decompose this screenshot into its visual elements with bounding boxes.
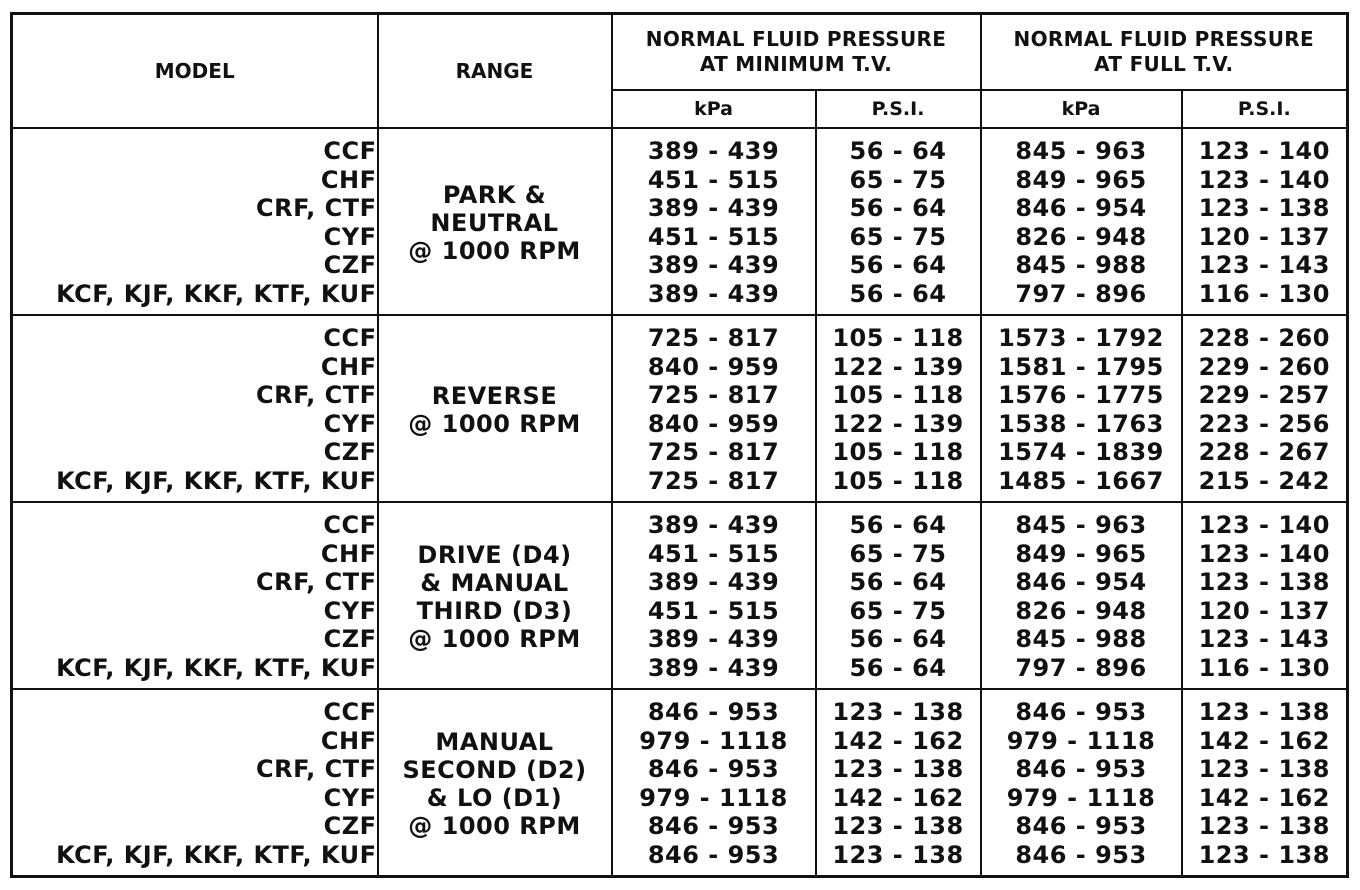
- psi-min-cell: [816, 128, 981, 315]
- model-cell-line: CZF: [323, 812, 377, 840]
- range-cell-line: SECOND (D2): [402, 755, 587, 784]
- kpa-min-cell: [612, 315, 816, 502]
- range-cell-line: & MANUAL: [420, 568, 569, 597]
- range-cell-line: PARK &: [442, 180, 547, 209]
- kpa-min-cell-line: 846 - 953: [647, 698, 780, 726]
- header-kpa-full: kPa: [981, 90, 1182, 128]
- header-psi-min: P.S.I.: [816, 90, 981, 128]
- kpa-full-cell-line: 845 - 988: [1015, 251, 1147, 279]
- range-cell-line: REVERSE: [431, 381, 558, 410]
- model-cell-line: CHF: [320, 539, 377, 568]
- psi-min-cell-line: 142 - 162: [832, 783, 964, 812]
- kpa-min-cell-line: 389 - 439: [647, 137, 780, 165]
- model-cell-line: KCF, KJF, KKF, KTF, KUF: [56, 840, 377, 869]
- psi-full-cell-line: 229 - 257: [1198, 381, 1330, 409]
- model-cell-line: CHF: [320, 726, 377, 755]
- psi-full-cell-line: 116 - 130: [1198, 653, 1330, 682]
- kpa-full-cell-line: 1538 - 1763: [998, 409, 1164, 438]
- range-cell-line: & LO (D1): [426, 783, 563, 812]
- kpa-min-cell-line: 979 - 1118: [639, 726, 788, 755]
- table-body: [12, 128, 1348, 877]
- psi-full-cell: [1182, 502, 1348, 689]
- psi-full-cell-line: 123 - 143: [1198, 251, 1330, 279]
- psi-full-cell: [1182, 128, 1348, 315]
- kpa-min-cell-line: 389 - 439: [647, 568, 780, 596]
- kpa-full-cell-line: 1576 - 1775: [998, 381, 1164, 409]
- psi-min-cell: [816, 315, 981, 502]
- psi-min-cell-line: 122 - 139: [832, 409, 964, 438]
- kpa-full-cell-line: 846 - 953: [1015, 698, 1147, 726]
- psi-min-cell-line: 123 - 138: [832, 755, 964, 783]
- psi-full-cell-line: 142 - 162: [1198, 726, 1330, 755]
- model-cell-line: CZF: [323, 438, 377, 466]
- model-cell: [12, 315, 378, 502]
- kpa-min-cell-line: 451 - 515: [647, 222, 780, 251]
- model-cell-line: CCF: [323, 324, 377, 352]
- kpa-full-cell-line: 845 - 988: [1015, 625, 1147, 653]
- psi-full-cell-line: 215 - 242: [1198, 466, 1330, 495]
- header-full-tv-line1: NORMAL FLUID PRESSURE: [1013, 27, 1314, 51]
- kpa-full-cell-line: 846 - 954: [1015, 194, 1147, 222]
- psi-full-cell: [1182, 315, 1348, 502]
- psi-min-cell-line: 56 - 64: [849, 568, 947, 596]
- kpa-full-cell-line: 1574 - 1839: [998, 438, 1164, 466]
- model-cell: [12, 502, 378, 689]
- kpa-min-cell-line: 389 - 439: [647, 653, 780, 682]
- psi-min-cell-line: 123 - 138: [832, 840, 964, 869]
- model-cell-line: CRF, CTF: [256, 194, 377, 222]
- kpa-min-cell-line: 389 - 439: [647, 251, 780, 279]
- kpa-min-cell-line: 389 - 439: [647, 279, 780, 308]
- kpa-min-cell-line: 725 - 817: [647, 466, 780, 495]
- kpa-full-cell-line: 849 - 965: [1015, 539, 1147, 568]
- fluid-pressure-table: [10, 12, 1349, 878]
- model-cell-line: CRF, CTF: [256, 381, 377, 409]
- model-cell-line: CHF: [320, 352, 377, 381]
- model-cell-line: KCF, KJF, KKF, KTF, KUF: [56, 653, 377, 682]
- psi-min-cell-line: 65 - 75: [849, 165, 947, 194]
- kpa-full-cell-line: 797 - 896: [1015, 279, 1147, 308]
- range-cell-line: DRIVE (D4): [417, 540, 572, 569]
- psi-full-cell-line: 142 - 162: [1198, 783, 1330, 812]
- psi-full-cell-line: 123 - 138: [1198, 755, 1330, 783]
- model-cell-line: CRF, CTF: [256, 755, 377, 783]
- kpa-full-cell-line: 1573 - 1792: [998, 324, 1164, 352]
- psi-min-cell: [816, 689, 981, 877]
- kpa-min-cell: [612, 689, 816, 877]
- header-psi-full: P.S.I.: [1182, 90, 1348, 128]
- kpa-full-cell-line: 846 - 953: [1015, 840, 1147, 869]
- range-cell: [378, 128, 612, 315]
- kpa-full-cell-line: 1485 - 1667: [998, 466, 1164, 495]
- psi-full-cell-line: 123 - 143: [1198, 625, 1330, 653]
- psi-min-cell-line: 105 - 118: [832, 381, 964, 409]
- kpa-full-cell-line: 826 - 948: [1015, 596, 1147, 625]
- kpa-min-cell-line: 725 - 817: [647, 381, 780, 409]
- kpa-min-cell-line: 451 - 515: [647, 539, 780, 568]
- model-cell-line: CYF: [323, 596, 377, 625]
- model-cell-line: CYF: [323, 783, 377, 812]
- model-cell: [12, 128, 378, 315]
- kpa-full-cell: [981, 689, 1182, 877]
- kpa-min-cell-line: 846 - 953: [647, 755, 780, 783]
- psi-full-cell-line: 120 - 137: [1198, 596, 1330, 625]
- psi-min-cell-line: 142 - 162: [832, 726, 964, 755]
- kpa-full-cell-line: 979 - 1118: [1006, 726, 1156, 755]
- kpa-full-cell-line: 849 - 965: [1015, 165, 1147, 194]
- psi-full-cell-line: 228 - 267: [1198, 438, 1330, 466]
- psi-full-cell-line: 229 - 260: [1198, 352, 1330, 381]
- range-cell-line: MANUAL: [435, 727, 554, 756]
- kpa-full-cell-line: 845 - 963: [1015, 137, 1147, 165]
- range-cell: [378, 315, 612, 502]
- psi-full-cell-line: 228 - 260: [1198, 324, 1330, 352]
- kpa-min-cell: [612, 128, 816, 315]
- psi-min-cell-line: 56 - 64: [849, 251, 947, 279]
- kpa-min-cell-line: 389 - 439: [647, 625, 780, 653]
- header-model: MODEL: [12, 14, 378, 129]
- model-cell-line: CRF, CTF: [256, 568, 377, 596]
- kpa-min-cell-line: 840 - 959: [647, 409, 780, 438]
- kpa-full-cell-line: 979 - 1118: [1006, 783, 1156, 812]
- psi-full-cell-line: 223 - 256: [1198, 409, 1330, 438]
- range-cell-line: THIRD (D3): [416, 596, 573, 625]
- header-min-tv-line2: AT MINIMUM T.V.: [699, 52, 893, 76]
- kpa-full-cell-line: 845 - 963: [1015, 511, 1147, 539]
- psi-min-cell-line: 65 - 75: [849, 222, 947, 251]
- header-kpa-min: kPa: [612, 90, 816, 128]
- psi-full-cell-line: 123 - 140: [1198, 137, 1330, 165]
- psi-min-cell-line: 56 - 64: [849, 279, 947, 308]
- kpa-full-cell-line: 846 - 953: [1015, 812, 1147, 840]
- kpa-min-cell-line: 389 - 439: [647, 511, 780, 539]
- header-min-tv-line1: NORMAL FLUID PRESSURE: [645, 27, 947, 51]
- model-cell-line: CCF: [323, 137, 377, 165]
- model-cell-line: CCF: [323, 511, 377, 539]
- kpa-full-cell-line: 846 - 954: [1015, 568, 1147, 596]
- model-cell-line: CYF: [323, 409, 377, 438]
- psi-full-cell-line: 123 - 140: [1198, 165, 1330, 194]
- kpa-min-cell-line: 846 - 953: [647, 812, 780, 840]
- psi-min-cell-line: 56 - 64: [849, 653, 947, 682]
- range-cell: [378, 689, 612, 877]
- psi-min-cell-line: 105 - 118: [832, 466, 964, 495]
- table-row: [12, 502, 1348, 689]
- kpa-full-cell: [981, 128, 1182, 315]
- range-cell-line: @ 1000 RPM: [408, 409, 581, 438]
- psi-min-cell-line: 122 - 139: [832, 352, 964, 381]
- psi-full-cell-line: 123 - 138: [1198, 840, 1330, 869]
- header-range: RANGE: [378, 14, 612, 129]
- kpa-min-cell-line: 389 - 439: [647, 194, 780, 222]
- table-row: [12, 689, 1348, 877]
- model-cell-line: CYF: [323, 222, 377, 251]
- psi-full-cell-line: 123 - 138: [1198, 812, 1330, 840]
- psi-min-cell-line: 123 - 138: [832, 698, 964, 726]
- psi-min-cell-line: 105 - 118: [832, 324, 964, 352]
- header-row-main: [12, 14, 1348, 91]
- psi-min-cell: [816, 502, 981, 689]
- psi-full-cell-line: 123 - 138: [1198, 698, 1330, 726]
- kpa-min-cell: [612, 502, 816, 689]
- model-cell-line: CHF: [320, 165, 377, 194]
- psi-min-cell-line: 56 - 64: [849, 625, 947, 653]
- kpa-full-cell-line: 797 - 896: [1015, 653, 1147, 682]
- psi-min-cell-line: 56 - 64: [849, 511, 947, 539]
- kpa-full-cell: [981, 315, 1182, 502]
- kpa-min-cell-line: 840 - 959: [647, 352, 780, 381]
- model-cell-line: CZF: [323, 625, 377, 653]
- psi-min-cell-line: 105 - 118: [832, 438, 964, 466]
- header-full-tv-line2: AT FULL T.V.: [1094, 52, 1234, 76]
- psi-min-cell-line: 56 - 64: [849, 137, 947, 165]
- header-full-tv: [981, 14, 1348, 91]
- psi-full-cell: [1182, 689, 1348, 877]
- kpa-min-cell-line: 451 - 515: [647, 165, 780, 194]
- kpa-min-cell-line: 979 - 1118: [639, 783, 788, 812]
- range-cell-line: @ 1000 RPM: [408, 624, 581, 653]
- range-cell: [378, 502, 612, 689]
- kpa-full-cell: [981, 502, 1182, 689]
- model-cell: [12, 689, 378, 877]
- psi-full-cell-line: 123 - 140: [1198, 539, 1330, 568]
- psi-full-cell-line: 123 - 138: [1198, 194, 1330, 222]
- psi-min-cell-line: 123 - 138: [832, 812, 964, 840]
- range-cell-line: @ 1000 RPM: [408, 811, 581, 840]
- kpa-min-cell-line: 846 - 953: [647, 840, 780, 869]
- table-row: [12, 128, 1348, 315]
- table-row: [12, 315, 1348, 502]
- model-cell-line: KCF, KJF, KKF, KTF, KUF: [56, 466, 377, 495]
- kpa-min-cell-line: 725 - 817: [647, 324, 780, 352]
- kpa-min-cell-line: 451 - 515: [647, 596, 780, 625]
- kpa-full-cell-line: 846 - 953: [1015, 755, 1147, 783]
- range-cell-line: @ 1000 RPM: [408, 236, 581, 265]
- psi-full-cell-line: 123 - 140: [1198, 511, 1330, 539]
- model-cell-line: KCF, KJF, KKF, KTF, KUF: [56, 279, 377, 308]
- psi-min-cell-line: 65 - 75: [849, 596, 947, 625]
- psi-full-cell-line: 123 - 138: [1198, 568, 1330, 596]
- kpa-full-cell-line: 826 - 948: [1015, 222, 1147, 251]
- header-min-tv: [612, 14, 981, 91]
- psi-min-cell-line: 65 - 75: [849, 539, 947, 568]
- model-cell-line: CZF: [323, 251, 377, 279]
- range-cell-line: NEUTRAL: [430, 208, 559, 237]
- kpa-min-cell-line: 725 - 817: [647, 438, 780, 466]
- psi-full-cell-line: 120 - 137: [1198, 222, 1330, 251]
- psi-min-cell-line: 56 - 64: [849, 194, 947, 222]
- kpa-full-cell-line: 1581 - 1795: [998, 352, 1164, 381]
- model-cell-line: CCF: [323, 698, 377, 726]
- psi-full-cell-line: 116 - 130: [1198, 279, 1330, 308]
